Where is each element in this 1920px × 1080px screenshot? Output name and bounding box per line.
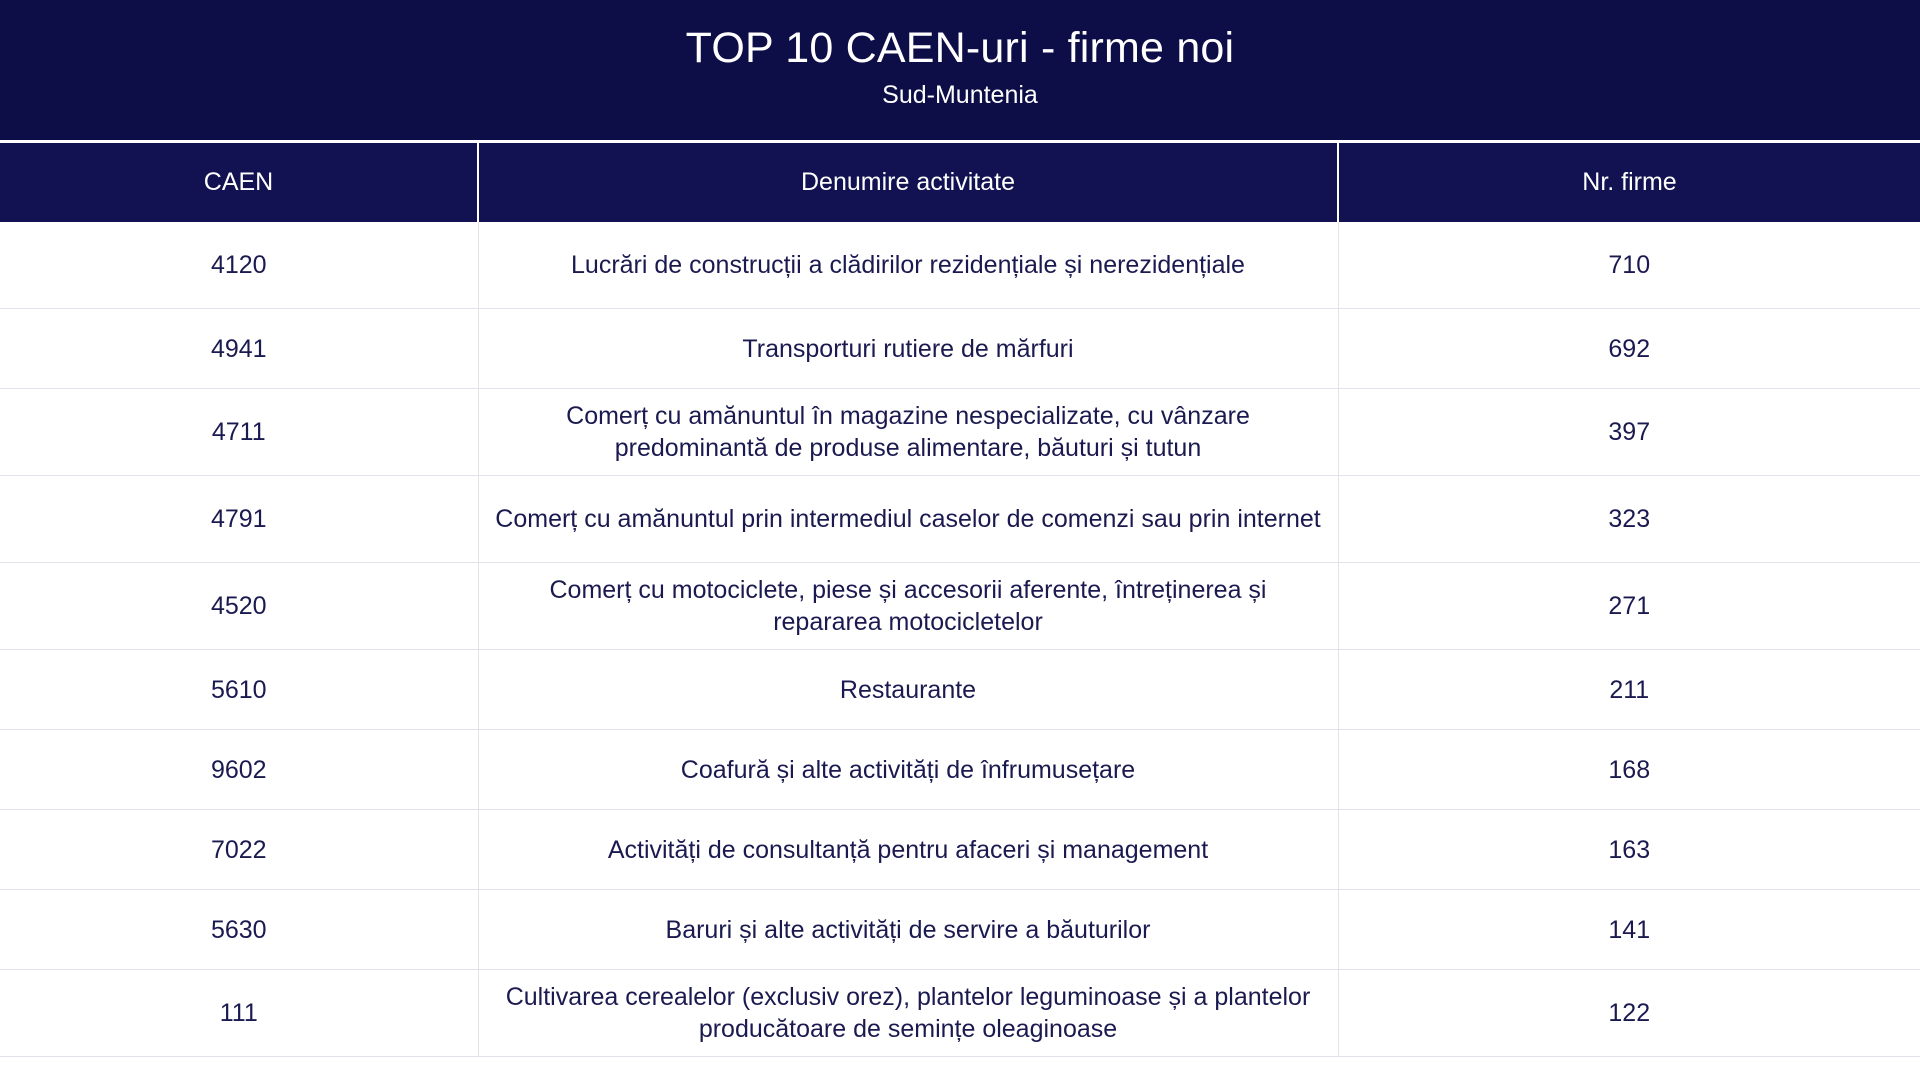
cell-denumire: Comerț cu amănuntul în magazine nespecializate, cu vânzare predominantă de produse alimentare, băuturi și tutun	[478, 389, 1338, 476]
table-row	[0, 309, 1920, 389]
cell-denumire: Activități de consultanță pentru afaceri și management	[478, 810, 1338, 890]
cell-caen: 4120	[0, 222, 478, 309]
cell-denumire: Coafură și alte activități de înfrumusețare	[478, 730, 1338, 810]
cell-nr-firme: 397	[1338, 389, 1920, 476]
table-row	[0, 222, 1920, 309]
table-row	[0, 563, 1920, 650]
table-row	[0, 389, 1920, 476]
cell-denumire: Comerț cu motociclete, piese și accesorii aferente, întreținerea și repararea motocicletelor	[478, 563, 1338, 650]
table-row	[0, 730, 1920, 810]
column-header-denumire[interactable]: Denumire activitate	[478, 142, 1338, 222]
cell-caen: 4711	[0, 389, 478, 476]
cell-caen: 7022	[0, 810, 478, 890]
cell-nr-firme: 710	[1338, 222, 1920, 309]
table-header	[0, 142, 1920, 222]
cell-caen: 4791	[0, 476, 478, 563]
cell-caen: 4520	[0, 563, 478, 650]
cell-nr-firme: 211	[1338, 650, 1920, 730]
table-row	[0, 476, 1920, 563]
cell-nr-firme: 323	[1338, 476, 1920, 563]
cell-denumire: Lucrări de construcții a clădirilor rezidențiale și nerezidențiale	[478, 222, 1338, 309]
cell-nr-firme: 122	[1338, 970, 1920, 1057]
cell-caen: 5630	[0, 890, 478, 970]
table-row	[0, 650, 1920, 730]
caen-table	[0, 140, 1920, 1057]
cell-caen: 4941	[0, 309, 478, 389]
table-row	[0, 810, 1920, 890]
cell-caen: 9602	[0, 730, 478, 810]
cell-nr-firme: 271	[1338, 563, 1920, 650]
cell-denumire: Comerț cu amănuntul prin intermediul caselor de comenzi sau prin internet	[478, 476, 1338, 563]
cell-denumire: Baruri și alte activități de servire a băuturilor	[478, 890, 1338, 970]
cell-denumire: Cultivarea cerealelor (exclusiv orez), plantelor leguminoase și a plantelor producătoare de semințe oleaginoase	[478, 970, 1338, 1057]
table-header-row	[0, 142, 1920, 222]
title-band	[0, 0, 1920, 140]
cell-denumire: Transporturi rutiere de mărfuri	[478, 309, 1338, 389]
column-header-caen[interactable]: CAEN	[0, 142, 478, 222]
table-body	[0, 222, 1920, 1057]
page-subtitle: Sud-Muntenia	[882, 81, 1038, 110]
page-title: TOP 10 CAEN-uri - firme noi	[685, 23, 1235, 72]
cell-nr-firme: 692	[1338, 309, 1920, 389]
cell-nr-firme: 168	[1338, 730, 1920, 810]
table-row	[0, 970, 1920, 1057]
cell-caen: 111	[0, 970, 478, 1057]
cell-nr-firme: 141	[1338, 890, 1920, 970]
cell-caen: 5610	[0, 650, 478, 730]
cell-nr-firme: 163	[1338, 810, 1920, 890]
table-row	[0, 890, 1920, 970]
column-header-nr-firme[interactable]: Nr. firme	[1338, 142, 1920, 222]
cell-denumire: Restaurante	[478, 650, 1338, 730]
